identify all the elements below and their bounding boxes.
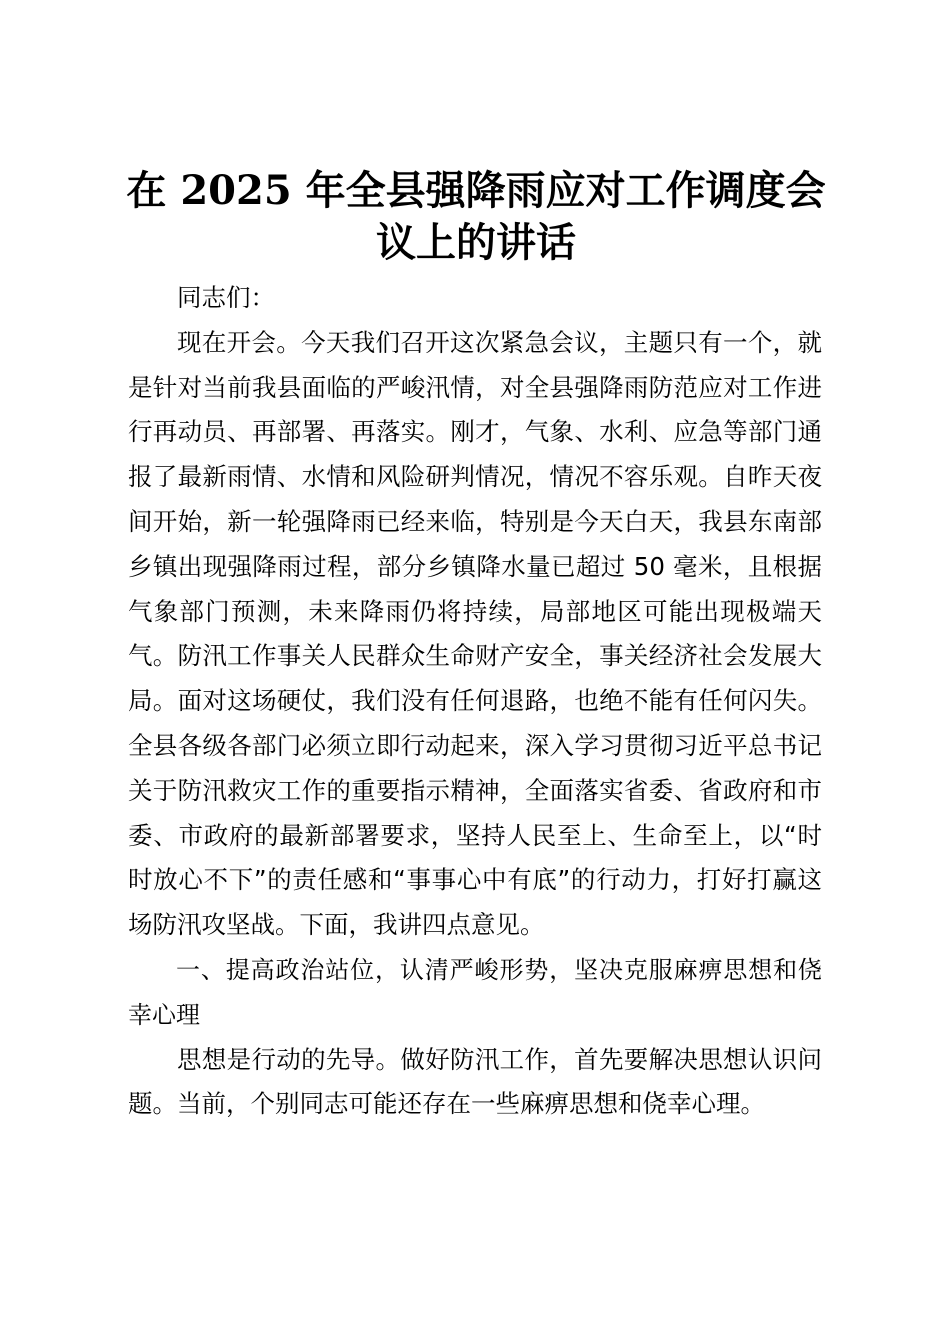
- paragraph-opening: 现在开会。今天我们召开这次紧急会议，主题只有一个，就是针对当前我县面临的严峻汛情，对全县强降雨防范应对工作进行再动员、再部署、再落实。刚才，气象、水利、应急等部门通报了最新雨情、水情和风险研判情况，情况不容乐观。自昨天夜间开始，新一轮强降雨已经来临，特别是今天白天，我县东南部乡镇出现强降雨过程，部分乡镇降水量已超过 50 毫米，且根据气象部门预测，未来降雨仍将持续，局部地区可能出现极端天气。防汛工作事关人民群众生命财产安全，事关经济社会发展大局。面对这场硬仗，我们没有任何退路，也绝不能有任何闪失。全县各级各部门必须立即行动起来，深入学习贯彻习近平总书记关于防汛救灾工作的重要指示精神，全面落实省委、省政府和市委、市政府的最新部署要求，坚持人民至上、生命至上，以“时时放心不下”的责任感和“事事心中有底”的行动力，打好打赢这场防汛攻坚战。下面，我讲四点意见。: [128, 327, 822, 940]
- document-title: 在 2025 年全县强降雨应对工作调度会议上的讲话: [126, 167, 826, 266]
- section-heading-1: 一、提高政治站位，认清严峻形势，坚决克服麻痹思想和侥幸心理: [128, 955, 822, 1029]
- document-body: [128, 276, 822, 1127]
- paragraph-section-1: 思想是行动的先导。做好防汛工作，首先要解决思想认识问题。当前，个别同志可能还存在一些麻痹思想和侥幸心理。: [128, 1044, 822, 1119]
- salutation: 同志们：: [177, 283, 275, 312]
